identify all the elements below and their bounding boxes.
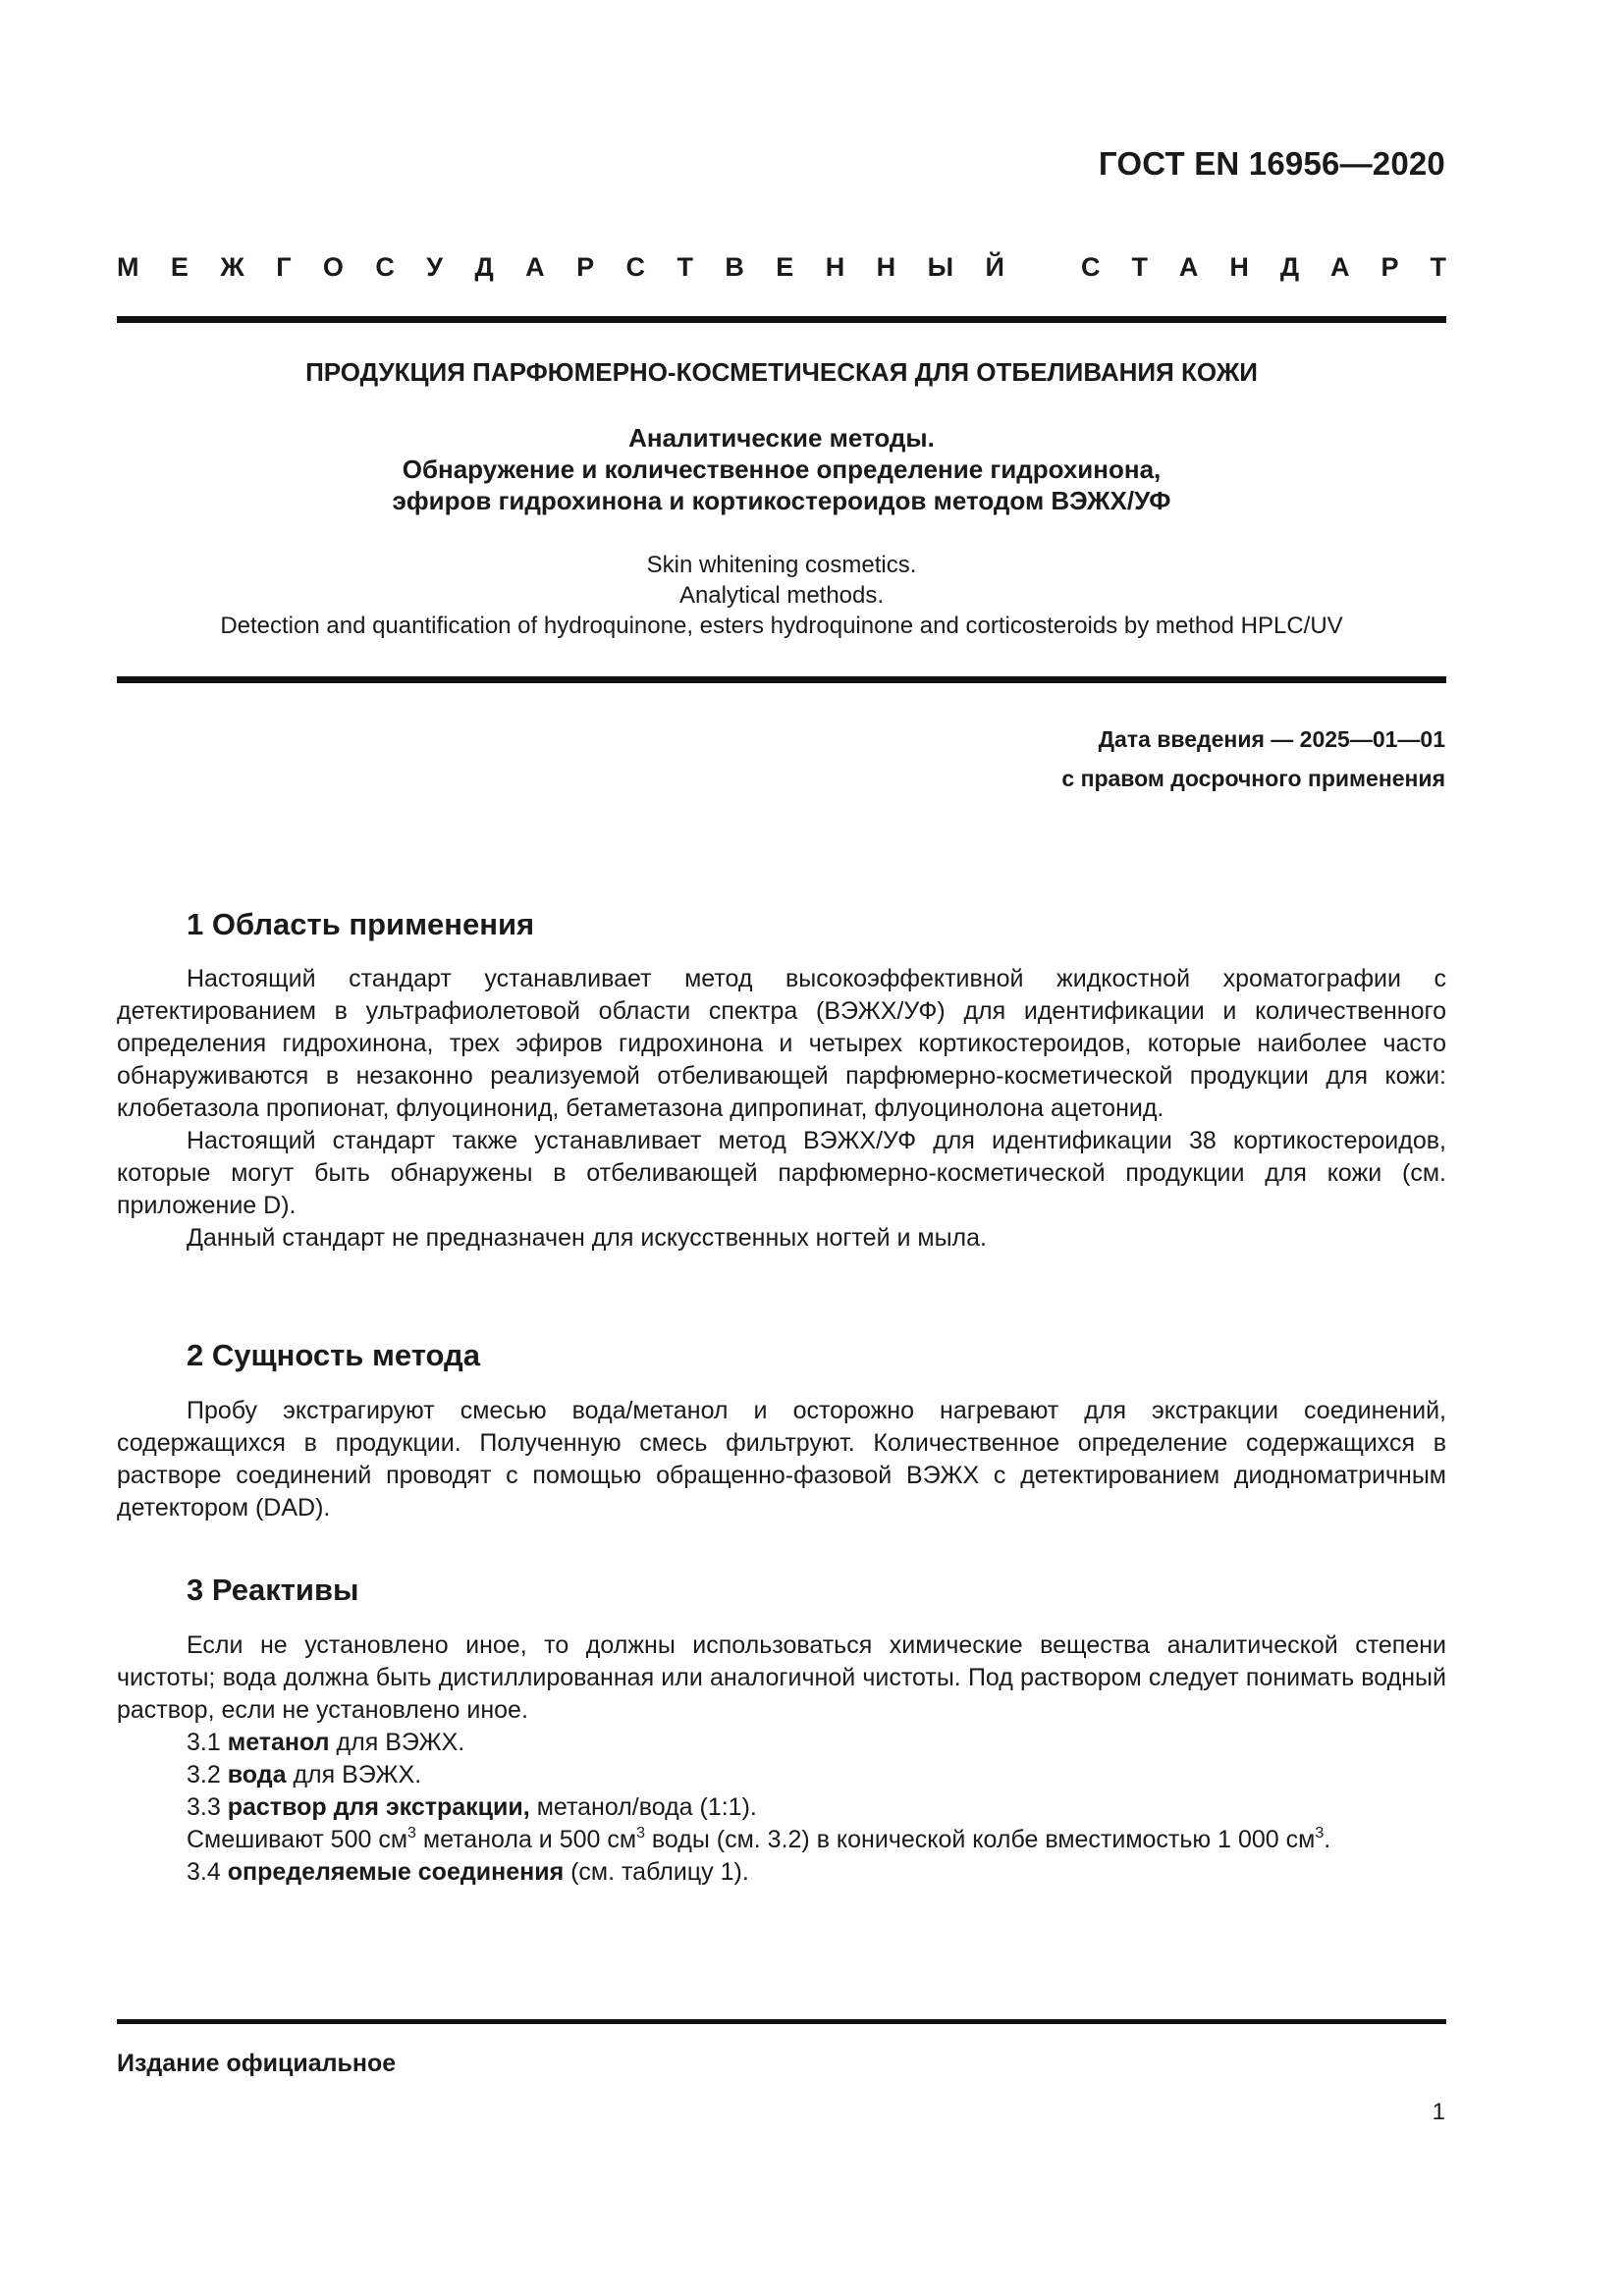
header-rule [117,316,1446,323]
standard-kind-label [117,252,1446,283]
paragraph: Пробу экстрагируют смесью вода/метанол и осторожно нагревают для экстракции соединений, содержащихся в продукции. Полученную смесь фильтруют. Количественное определение содержащихся в растворе соединений проводят с помощью обращенно-фазовой ВЭЖХ с детектированием диодноматричным детектором (DAD). [117,1397,1446,1522]
document-title: ПРОДУКЦИЯ ПАРФЮМЕРНО-КОСМЕТИЧЕСКАЯ ДЛЯ ОТБЕЛИВАНИЯ КОЖИ [305,357,1258,387]
kind-word-interstate: М Е Ж Г О С У Д А Р С Т В Е Н Н Ы Й [117,252,1004,282]
reagent-item: 3.1 метанол для ВЭЖХ. [187,1729,465,1756]
subtitle-ru-line: Аналитические методы. [628,423,935,453]
early-application-note: с правом досрочного применения [1061,766,1445,791]
subtitle-english [117,550,1446,641]
paragraph: Данный стандарт не предназначен для искусственных ногтей и мыла. [187,1224,987,1252]
section-body-reagents [117,1629,1446,1889]
subtitle-ru-line: эфиров гидрохинона и кортикостероидов методом ВЭЖХ/УФ [392,486,1171,515]
subtitle-russian [117,422,1446,516]
section-body-scope [117,963,1446,1255]
standard-number: ГОСТ EN 16956—2020 [1098,145,1445,182]
paragraph: Настоящий стандарт устанавливает метод высокоэффективной жидкостной хроматографии с детектированием в ультрафиолетовой области спектра (ВЭЖХ/УФ) для идентификации и количественного определения гидрохинона, трех эфиров гидрохинона и четырех кортикостероидов, которые наиболее часто обнаруживаются в незаконно реализуемой отбеливающей парфюмерно-косметической продукции для кожи: клобетазола пропионат, флуоцинонид, бетаметазона дипропинат, флуоцинолона ацетонид. [117,965,1446,1122]
reagent-item: 3.4 определяемые соединения (см. таблицу 1). [187,1858,749,1886]
reagent-item: 3.2 вода для ВЭЖХ. [187,1761,422,1789]
paragraph: Если не установлено иное, то должны использоваться химические вещества аналитической степени чистоты; вода должна быть дистиллированная или аналогичной чистоты. Под раствором следует понимать водный раствор, если не установлено иное. [117,1631,1446,1724]
introduction-date: Дата введения — 2025—01—01 [1098,726,1445,752]
introduction-date-block [1061,720,1445,798]
kind-word-standard: С Т А Н Д А Р Т [1081,252,1446,282]
subtitle-en-line: Analytical methods. [678,582,885,609]
section-body-method [117,1395,1446,1524]
subtitle-ru-line: Обнаружение и количественное определение гидрохинона, [402,454,1162,484]
title-rule [117,676,1446,683]
reagent-item: 3.3 раствор для экстракции, метанол/вода (1:1). [187,1793,757,1821]
footer-rule [117,2019,1446,2024]
section-heading-scope: 1 Область применения [187,907,535,941]
subtitle-en-line: Detection and quantification of hydroquinone, esters hydroquinone and corticosteroids by method HPLC/UV [220,613,1343,639]
subtitle-en-line: Skin whitening cosmetics. [646,552,917,578]
page-number: 1 [1432,2099,1445,2125]
mixing-instruction: Смешивают 500 $см^3$ метанола и 500 $см^3$ воды (см. 3.2) в конической колбе вместимостью 1 000 $см^3$. [187,1825,1331,1853]
section-heading-method: 2 Сущность метода [187,1338,480,1372]
paragraph: Настоящий стандарт также устанавливает метод ВЭЖХ/УФ для идентификации 38 кортикостероидов, которые могут быть обнаружены в отбеливающей парфюмерно-косметической продукции для кожи (см. приложение D). [117,1127,1446,1219]
official-edition-label: Издание официальное [117,2050,397,2077]
section-heading-reagents: 3 Реактивы [187,1573,359,1607]
